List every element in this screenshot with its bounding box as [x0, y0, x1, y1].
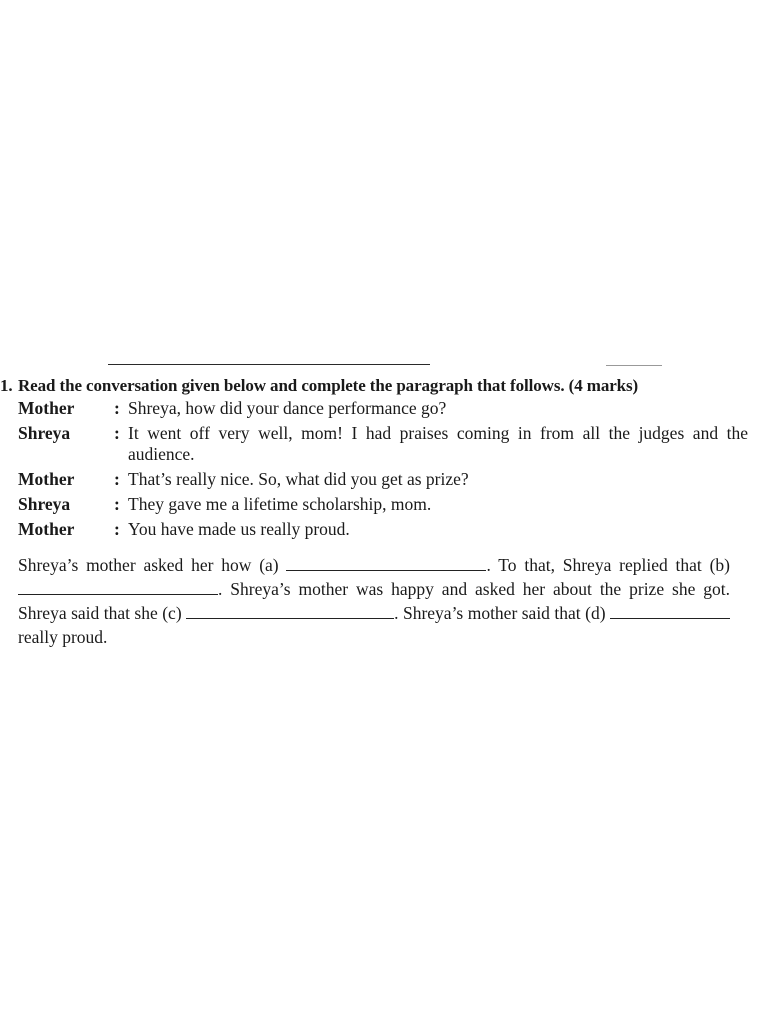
dialogue-turn — [18, 398, 748, 419]
blank-a[interactable] — [286, 556, 486, 571]
paragraph-text: Shreya’s mother asked her how (a) — [18, 555, 287, 575]
paragraph-text: . Shreya’s mother was happy and asked her about the prize she got. Shreya said that she (c) — [18, 579, 730, 623]
dialogue-turn — [18, 469, 748, 490]
conversation — [18, 398, 748, 544]
speaker-separator: : — [114, 423, 120, 443]
dialogue-turn — [18, 494, 748, 515]
utterance-text: That’s really nice. So, what did you get as prize? — [128, 469, 469, 489]
completion-paragraph — [18, 553, 730, 649]
top-rule-line — [108, 364, 430, 365]
speaker-separator: : — [114, 469, 120, 489]
speaker-separator: : — [114, 398, 120, 418]
speaker-separator: : — [114, 519, 120, 539]
question-heading — [0, 376, 760, 396]
speaker-name: Mother — [18, 398, 75, 418]
question-instruction: Read the conversation given below and complete the paragraph that follows. (4 marks) — [18, 376, 639, 395]
paragraph-text: . Shreya’s mother said that (d) — [394, 603, 610, 623]
question-number: 1. — [0, 376, 13, 395]
utterance-text: Shreya, how did your dance performance go? — [128, 398, 447, 418]
dialogue-turn — [18, 423, 748, 465]
utterance-text: They gave me a lifetime scholarship, mom. — [128, 494, 432, 514]
utterance-text: You have made us really proud. — [128, 519, 350, 539]
speaker-separator: : — [114, 494, 120, 514]
blank-b[interactable] — [18, 580, 218, 595]
utterance-text: It went off very well, mom! I had praises coming in from all the judges and the audience. — [128, 423, 748, 464]
speaker-name: Mother — [18, 469, 75, 489]
paragraph-text: really proud. — [18, 627, 108, 647]
speaker-name: Shreya — [18, 494, 71, 514]
speaker-name: Shreya — [18, 423, 71, 443]
blank-d[interactable] — [610, 604, 730, 619]
blank-c[interactable] — [186, 604, 394, 619]
paragraph-text: . To that, Shreya replied that (b) — [486, 555, 730, 575]
top-rule-line-faint — [606, 365, 662, 366]
dialogue-turn — [18, 519, 748, 540]
speaker-name: Mother — [18, 519, 75, 539]
